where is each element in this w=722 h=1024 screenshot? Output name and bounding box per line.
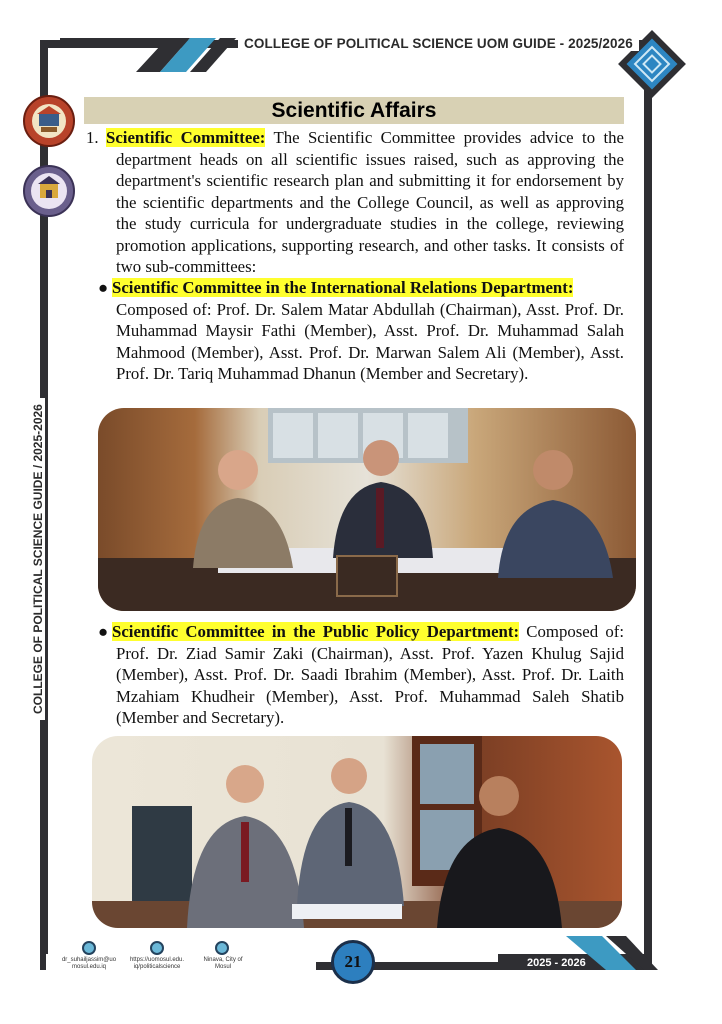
page-number-badge: [331, 940, 375, 984]
web-icon: [150, 941, 164, 955]
footer-location: Ninava, City of Mosul: [203, 957, 243, 970]
scientific-committee-paragraph: [86, 127, 624, 278]
frame-right-border: [644, 64, 652, 969]
bullet-icon: ●: [98, 622, 109, 641]
international-relations-committee-photo: [98, 408, 636, 611]
public-policy-paragraph: [86, 621, 624, 729]
international-relations-heading: Scientific Committee in the International Relations Department: [112, 278, 568, 297]
college-logo-icon: [22, 164, 76, 218]
public-policy-committee-photo: [92, 736, 622, 928]
committee-meeting-illustration-1: [98, 408, 636, 611]
item-number: 1.: [86, 128, 99, 147]
scientific-committee-heading: Scientific Committee:: [106, 128, 266, 147]
international-relations-text: Composed of: Prof. Dr. Salem Matar Abdullah (Chairman), Asst. Prof. Dr. Muhammad Maysir Fathi (Member), Asst. Prof. Dr. Muhammad Salah Mahmood (Member), Asst. Prof. Dr. Marwan Salem Ali (Member), Asst. Prof. Dr. Tariq Muhammad Dhanun (Member and Secretary).: [116, 299, 624, 383]
international-relations-paragraph: ● Scientific Committee in the International Relations Department: Composed of: Prof. Dr. Salem Matar Abdullah (Chairman), Asst. Prof. Dr. Muhammad Maysir Fathi (Member), Asst. Prof. Dr. Muhammad Salah Mahmood (Member), Asst. Prof. Dr. Marwan Salem Ali (Member), Asst. Prof. Dr. Tariq Muhammad Dhanun (Member and Secretary).: [86, 277, 624, 385]
section-title: Scientific Affairs: [84, 97, 624, 124]
guide-header-title: COLLEGE OF POLITICAL SCIENCE UOM GUIDE - 2025/2026: [238, 36, 639, 51]
footer-years: 2025 - 2026: [527, 957, 586, 969]
top-left-stripes-decoration: [40, 24, 240, 84]
public-policy-heading: Scientific Committee in the Public Policy Department:: [112, 622, 520, 641]
page-number: 21: [344, 952, 362, 971]
email-icon: [82, 941, 96, 955]
footer-email[interactable]: dr_suhailjassim@uo mosul.edu.iq: [61, 957, 117, 970]
side-vertical-title: COLLEGE OF POLITICAL SCIENCE GUIDE / 2025-2026: [31, 398, 45, 720]
university-logo-icon: [22, 94, 76, 148]
bullet-icon: ●: [98, 278, 109, 297]
committee-meeting-illustration-2: [92, 736, 622, 928]
scientific-committee-text: The Scientific Committee provides advice to the department heads on all scientific issues raised, such as approving the department's scientific research plan and submitting it for endorsement by the scientific departments and the College Council, as well as approving the study curricula for undergraduate studies in the college, reviewing promotion applications, supporting research, and other tasks. It consists of two sub-committees:: [116, 128, 624, 276]
footer-website[interactable]: https://uomosul.edu. iq/politicalscience: [129, 957, 185, 970]
public-policy-text: Composed of: Prof. Dr. Ziad Samir Zaki (Chairman), Asst. Prof. Yazen Khulug Sajid (Member), Asst. Prof. Dr. Saadi Ibrahim (Member), Asst. Prof. Dr. Laith Mzahiam Khudheir (Member), Asst. Prof. Muhammad Saleh Shatib (Member and Secretary).: [116, 622, 624, 727]
location-icon: [215, 941, 229, 955]
